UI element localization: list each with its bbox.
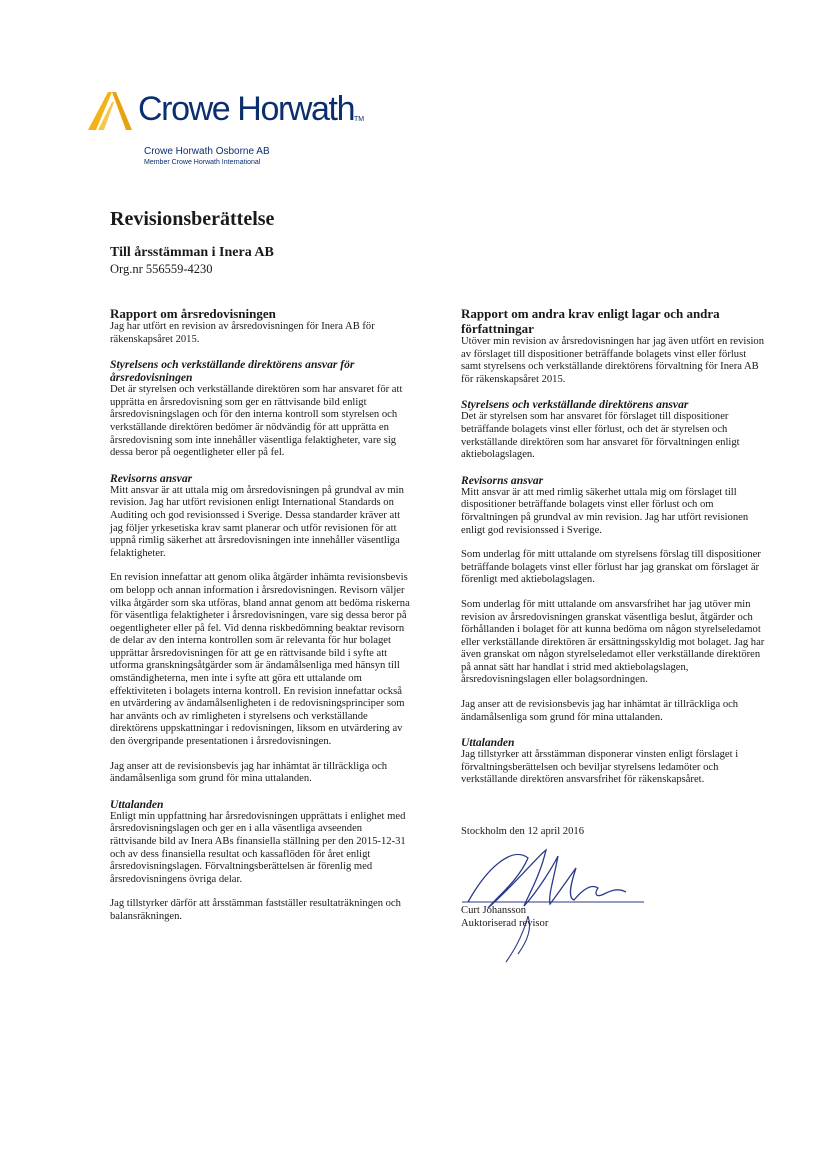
paragraph: Det är styrelsen och verkställande direktören som har ansvaret för att upprätta en årsredovisning som ger en rättvisande bild enligt årsredovisningslagen och för den interna kontroll som styrelsen och verkställande direktören bedömer är nödvändig för att upprätta en årsredovisning som inte innehåller väsentliga felaktigheter, vare sig dessa beror på oegentligheter eller på fel. bbox=[110, 384, 403, 459]
section-heading: Rapport om andra krav enligt lagar och andra författningar bbox=[461, 306, 720, 336]
subsection-heading: Styrelsens och verkställande direktörens ansvar bbox=[461, 398, 689, 412]
crowe-leaf-icon bbox=[86, 90, 134, 134]
recipient: Till årsstämman i Inera AB bbox=[110, 245, 274, 260]
firm-name: Crowe Horwath Osborne AB bbox=[144, 146, 270, 157]
subsection-heading: Uttalanden bbox=[461, 736, 515, 750]
paragraph: Som underlag för mitt uttalande om styrelsens förslag till dispositioner beträffande bolagets vinst eller förlust har jag granskat om förslaget är förenligt med aktiebolagslagen. bbox=[461, 549, 761, 586]
crowe-horwath-logo bbox=[86, 86, 386, 146]
signer-name: Curt Johansson bbox=[461, 905, 527, 916]
subsection-heading: Revisorns ansvar bbox=[110, 471, 193, 485]
signer-role: Auktoriserad revisor bbox=[461, 918, 549, 929]
subsection-heading: Styrelsens och verkställande direktörens ansvar för årsredovisningen bbox=[110, 358, 355, 385]
subsection-heading: Uttalanden bbox=[110, 797, 164, 811]
paragraph: Som underlag för mitt uttalande om ansvarsfrihet har jag utöver min revision av årsredovisningen granskat väsentliga beslut, åtgärder och förhållanden i bolaget för att kunna bedöma om någon styrelseledamot eller verkställande direktören är ersättningsskyldig mot bolaget. Jag har även granskat om någon styrelseledamot eller verkställande direktören på annat sätt har handlat i strid med aktiebolagslagen, årsredovisningslagen eller bolagsordningen. bbox=[461, 598, 765, 686]
trademark-mark: TM bbox=[354, 116, 365, 123]
paragraph: Mitt ansvar är att uttala mig om årsredovisningen på grundval av min revision. Jag har utfört revisionen enligt International Standards on Auditing och god revisionssed i Sverige. Dessa standarder kräver att jag följer yrkesetiska krav samt planerar och utför revisionen för att uppnå rimlig säkerhet att årsredovisningen inte innehåller väsentliga felaktigheter. bbox=[110, 484, 404, 559]
document-title: Revisionsberättelse bbox=[110, 208, 275, 230]
org-number: Org.nr 556559-4230 bbox=[110, 262, 213, 276]
left-column bbox=[110, 306, 410, 936]
paragraph: Jag anser att de revisionsbevis jag har inhämtat är tillräckliga och ändamålsenliga som grund för mina uttalanden. bbox=[461, 699, 739, 723]
paragraph: Jag tillstyrker att årsstämman disponerar vinsten enligt förslaget i förvaltningsberättelsen och beviljar styrelsens ledamöter och verkställande direktören ansvarsfrihet för räkenskapsåret. bbox=[461, 749, 739, 786]
paragraph: Jag tillstyrker därför att årsstämman fastställer resultaträkningen och balansräkningen. bbox=[110, 898, 401, 922]
subsection-heading: Revisorns ansvar bbox=[461, 473, 544, 487]
paragraph: Enligt min uppfattning har årsredovisningen upprättats i enlighet med årsredovisningslagen och ger en i alla väsentliga avseenden rättvisande bild av Inera ABs finansiella ställning per den 2015-12-31 och av dess finansiella resultat och kassaflöden för året enligt årsredovisningslagen. Förvaltningsberättelsen är förenlig med årsredovisningens övriga delar. bbox=[110, 810, 406, 885]
paragraph: En revision innefattar att genom olika åtgärder inhämta revisionsbevis om belopp och annan information i årsredovisningen. Revisorn väljer vilka åtgärder som ska utföras, bland annat genom att bedöma riskerna för väsentliga felaktigheter i årsredovisningen, vare sig dessa beror på oegentligheter eller på fel. Vid denna riskbedömning beaktar revisorn de delar av den interna kontrollen som är relevanta för hur bolaget upprättar årsredovisningen för att ge en rättvisande bild i syfte att utforma granskningsåtgärder som är ändamålsenliga med hänsyn till omständigheterna, men inte i syfte att göra ett uttalande om effektiviteten i bolagets interna kontroll. En revision innefattar också en utvärdering av ändamålsenligheten i de redovisningsprinciper som har använts och av rimligheten i styrelsens och verkställande direktörens uppskattningar i redovisningen, liksom en utvärdering av den övergripande presentationen i årsredovisningen. bbox=[110, 572, 410, 748]
paragraph: Jag anser att de revisionsbevis jag har inhämtat är tillräckliga och ändamålsenliga som grund för mina uttalanden. bbox=[110, 760, 388, 785]
paragraph: Det är styrelsen som har ansvaret för förslaget till dispositioner beträffande bolagets vinst eller förlust, och det är styrelsen och verkställande direktören som har ansvaret för förvaltningen enligt aktiebolagslagen. bbox=[461, 411, 740, 461]
member-line: Member Crowe Horwath International bbox=[144, 159, 261, 166]
place-date: Stockholm den 12 april 2016 bbox=[461, 826, 584, 837]
paragraph: Jag har utfört en revision av årsredovisningen för Inera AB för räkenskapsåret 2015. bbox=[110, 321, 375, 345]
handwritten-signature bbox=[458, 836, 658, 966]
paragraph: Mitt ansvar är att med rimlig säkerhet uttala mig om förslaget till dispositioner beträffande bolagets vinst eller förlust och om förvaltningen på grundval av min revision. Jag har utfört revisionen enligt god revisionssed i Sverige. bbox=[461, 486, 749, 536]
paragraph: Utöver min revision av årsredovisningen har jag även utfört en revision av förslaget till dispositioner beträffande bolagets vinst eller förlust samt styrelsens och verkställande direktörens förvaltning för Inera AB för räkenskapsåret 2015. bbox=[461, 336, 765, 385]
section-heading: Rapport om årsredovisningen bbox=[110, 306, 276, 321]
brand-name: Crowe Horwath bbox=[138, 90, 355, 128]
right-column bbox=[461, 306, 766, 799]
